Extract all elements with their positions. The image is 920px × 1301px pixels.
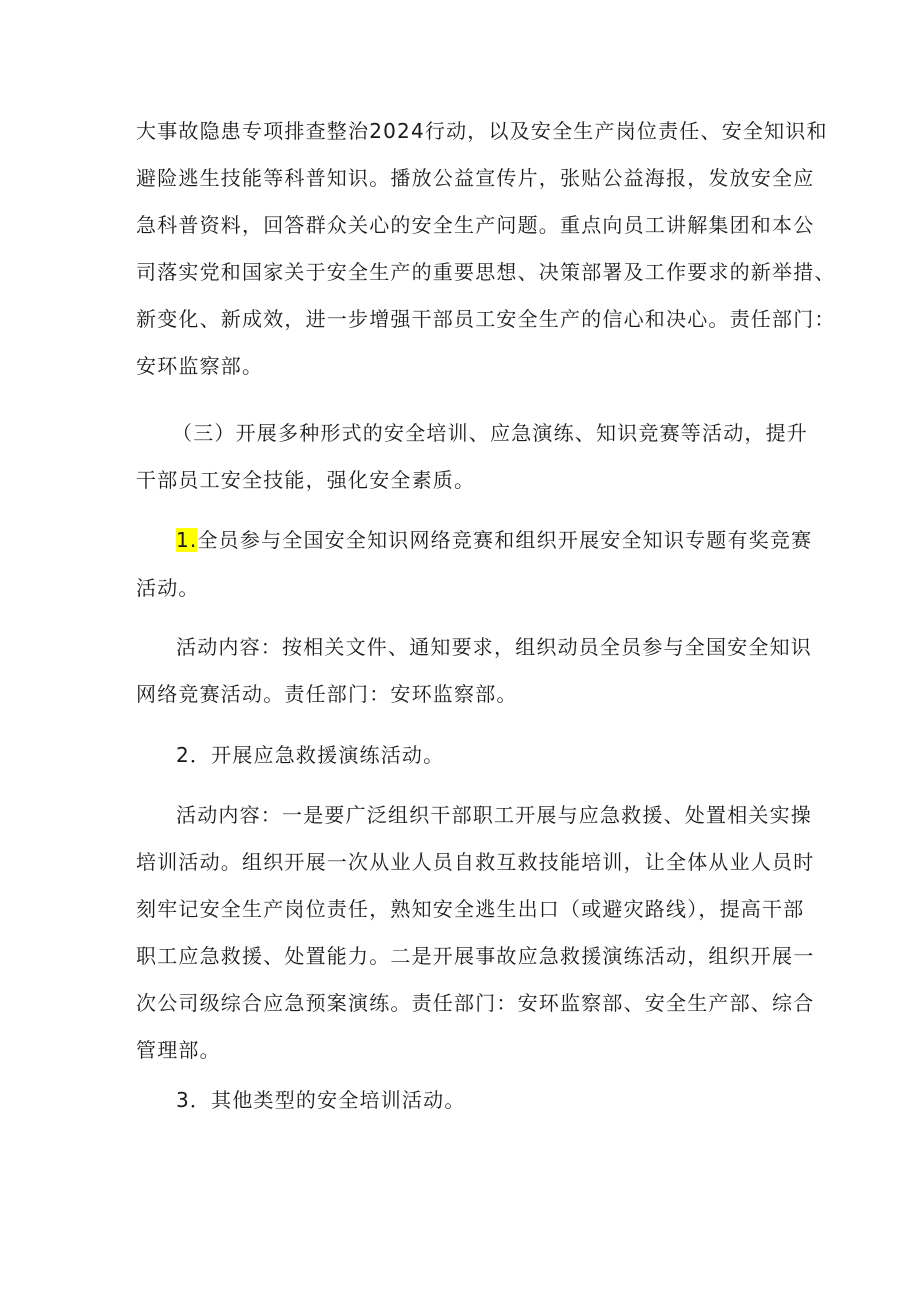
paragraph-line: 活动内容：按相关文件、通知要求，组织动员全员参与全国安全知识: [176, 635, 812, 659]
list-item-text: 全员参与全国安全知识网络竞赛和组织开展安全知识专题有奖竞赛: [197, 528, 813, 552]
paragraph-line: 急科普资料，回答群众关心的安全生产问题。重点向员工讲解集团和本公: [136, 213, 815, 237]
paragraph-line: 司落实党和国家关于安全生产的重要思想、决策部署及工作要求的新举措、: [136, 260, 836, 284]
list-item-line: [176, 526, 812, 554]
paragraph-line: 安环监察部。: [136, 354, 264, 378]
paragraph-line: 培训活动。组织开展一次从业人员自救互救技能培训，让全体从业人员时: [136, 850, 815, 874]
paragraph-line: 新变化、新成效，进一步增强干部员工安全生产的信心和决心。责任部门：: [136, 307, 836, 331]
paragraph-line: 大事故隐患专项排查整治2024行动，以及安全生产岗位责任、安全知识和: [136, 119, 828, 143]
paragraph-line: 网络竞赛活动。责任部门：安环监察部。: [136, 682, 518, 706]
paragraph-line: 活动内容：一是要广泛组织干部职工开展与应急救援、处置相关实操: [176, 803, 812, 827]
highlighted-item-number: 1.: [176, 528, 198, 552]
paragraph-line: 职工应急救援、处置能力。二是开展事故应急救援演练活动，组织开展一: [136, 944, 815, 968]
paragraph-line: 次公司级综合应急预案演练。责任部门：安环监察部、安全生产部、综合: [136, 991, 815, 1015]
section-heading-line: （三）开展多种形式的安全培训、应急演练、知识竞赛等活动，提升: [172, 421, 808, 445]
paragraph-line: 避险逃生技能等科普知识。播放公益宣传片，张贴公益海报，发放安全应: [136, 166, 815, 190]
list-item-line: 2．开展应急救援演练活动。: [176, 743, 445, 767]
paragraph-line: 刻牢记安全生产岗位责任，熟知安全逃生出口（或避灾路线），提高干部: [136, 897, 805, 921]
list-item-line: 活动。: [136, 576, 200, 600]
list-item-line: 3．其他类型的安全培训活动。: [176, 1088, 466, 1112]
paragraph-line: 管理部。: [136, 1038, 221, 1062]
section-heading-line: 干部员工安全技能，强化安全素质。: [136, 468, 476, 492]
